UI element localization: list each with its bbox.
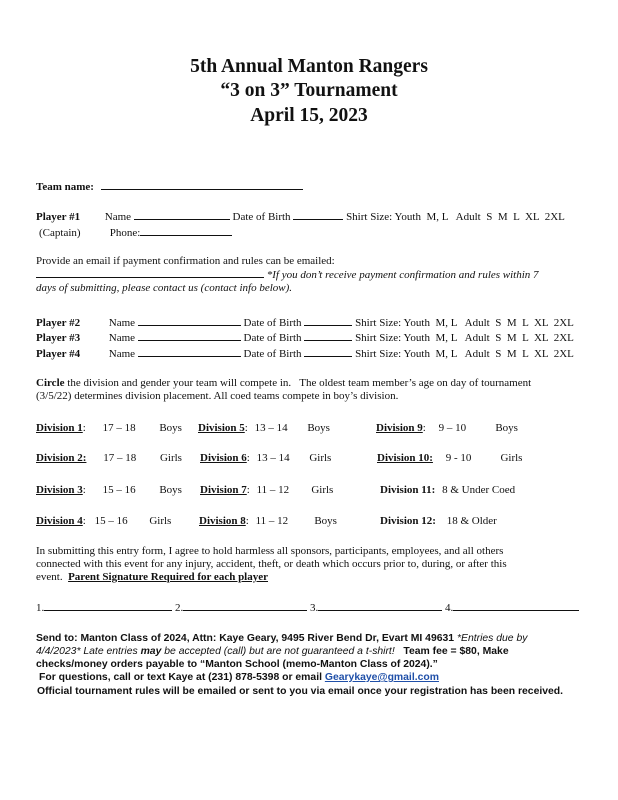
player-1-dob-field[interactable] <box>293 210 343 220</box>
player-2-shirt-size[interactable]: Shirt Size: Youth M, L Adult S M L XL 2XL <box>355 317 574 329</box>
phone-field[interactable] <box>140 226 232 236</box>
circle-word: Circle <box>36 377 65 389</box>
division-3-ages: 15 – 16 <box>102 484 136 496</box>
team-name-field[interactable] <box>101 180 303 190</box>
signature-2-field[interactable] <box>183 601 307 611</box>
division-12-label: Division 12: <box>380 515 436 527</box>
division-5[interactable]: Division 5: 13 – 14 Boys <box>198 422 330 434</box>
division-1-ages: 17 – 18 <box>102 422 136 434</box>
waiver-text <box>36 545 596 584</box>
division-3[interactable]: Division 3: 15 – 16 Boys <box>36 484 182 496</box>
division-1-gender: Boys <box>159 422 182 434</box>
questions-row <box>39 672 439 683</box>
signature-1-label: 1. <box>36 602 45 614</box>
payable-note: checks/money orders payable to “Manton School (memo-Manton Class of 2024).” <box>36 659 438 670</box>
player-3-name-field[interactable] <box>138 331 241 341</box>
team-name-label: Team name: <box>36 181 94 193</box>
division-7-label: Division 7 <box>200 484 247 496</box>
division-8-label: Division 8 <box>199 515 246 527</box>
division-6-gender: Girls <box>309 452 332 464</box>
division-5-ages: 13 – 14 <box>254 422 288 434</box>
player-4-name-field[interactable] <box>138 347 241 357</box>
division-9[interactable]: Division 9: 9 – 10 Boys <box>376 422 518 434</box>
division-10-gender: Girls <box>500 452 523 464</box>
email-note-cont: days of submitting, please contact us (contact info below). <box>36 282 293 294</box>
division-4-ages: 15 – 16 <box>94 515 128 527</box>
player-2-name-label: Name <box>108 317 136 329</box>
team-name-row <box>36 180 303 193</box>
team-fee: Team fee = $80, Make <box>394 646 509 657</box>
player-2-row <box>36 316 574 329</box>
captain-label: (Captain) <box>39 227 81 239</box>
player-2-dob-field[interactable] <box>304 316 352 326</box>
player-2-dob-label: Date of Birth <box>243 317 302 329</box>
player-1-dob-label: Date of Birth <box>232 211 291 223</box>
division-9-ages: 9 – 10 <box>438 422 467 434</box>
division-2-gender: Girls <box>159 452 182 464</box>
player-2-label: Player #2 <box>36 317 81 329</box>
rules-note: Official tournament rules will be emailed or sent to you via email once your registration has been received. <box>37 686 564 697</box>
send-to-block <box>36 632 596 671</box>
email-section <box>36 255 596 295</box>
division-8-ages: 11 – 12 <box>255 515 289 527</box>
division-10[interactable] <box>377 452 522 464</box>
division-6-label: Division 6 <box>200 452 247 464</box>
player-1-name-label: Name <box>104 211 132 223</box>
signature-lines <box>36 601 579 614</box>
division-7-ages: 11 – 12 <box>256 484 290 496</box>
division-8[interactable]: Division 8: 11 – 12 Boys <box>199 515 337 527</box>
division-5-gender: Boys <box>307 422 330 434</box>
send-to-address: Send to: Manton Class of 2024, Attn: Kaye Geary, 9495 River Bend Dr, Evart MI 49631 <box>36 633 457 644</box>
division-2-label: Division 2: <box>36 452 87 464</box>
division-3-gender: Boys <box>159 484 182 496</box>
division-11-ages: 8 & Under Coed <box>442 484 516 496</box>
division-12-ages: 18 & Older <box>446 515 497 527</box>
late-entries-note: be accepted (call) but are not guaranteed a t-shirt! <box>161 646 395 657</box>
signature-required-note: Parent Signature Required for each player <box>68 571 269 583</box>
division-instructions <box>36 377 596 403</box>
entries-due-date: 4/4/2023* Late entries <box>36 646 141 657</box>
division-12[interactable] <box>380 515 497 527</box>
division-8-gender: Boys <box>314 515 337 527</box>
division-9-gender: Boys <box>495 422 518 434</box>
signature-3-field[interactable] <box>318 601 442 611</box>
division-11[interactable] <box>380 484 515 496</box>
player-3-label: Player #3 <box>36 332 81 344</box>
division-4-label: Division 4 <box>36 515 83 527</box>
player-3-shirt-size[interactable]: Shirt Size: Youth M, L Adult S M L XL 2XL <box>355 332 574 344</box>
signature-1-field[interactable] <box>44 601 172 611</box>
division-3-label: Division 3 <box>36 484 83 496</box>
division-4[interactable]: Division 4: 15 – 16 Girls <box>36 515 172 527</box>
email-note: *If you don’t receive payment confirmation and rules within 7 <box>266 269 539 281</box>
division-6[interactable]: Division 6: 13 – 14 Girls <box>200 452 332 464</box>
signature-2-label: 2. <box>175 602 184 614</box>
division-7-gender: Girls <box>311 484 334 496</box>
player-1-label: Player #1 <box>36 211 81 223</box>
division-7[interactable]: Division 7: 11 – 12 Girls <box>200 484 334 496</box>
player-2-name-field[interactable] <box>138 316 241 326</box>
player-3-dob-label: Date of Birth <box>243 332 302 344</box>
waiver-line-1: In submitting this entry form, I agree to hold harmless all sponsors, participants, employees, and all others <box>36 545 504 557</box>
email-prompt: Provide an email if payment confirmation and rules can be emailed: <box>36 255 335 267</box>
player-1-shirt-size[interactable]: Shirt Size: Youth M, L Adult S M L XL 2XL <box>346 211 565 223</box>
questions-text: For questions, call or text Kaye at (231) 878-5398 or email <box>39 672 325 683</box>
email-link[interactable]: Gearykaye@gmail.com <box>324 672 439 683</box>
player-4-dob-field[interactable] <box>304 347 352 357</box>
division-5-label: Division 5 <box>198 422 245 434</box>
instructions-line-1: the division and gender your team will compete in. The oldest team member’s age on day of tournament <box>64 377 532 389</box>
division-2-ages: 17 – 18 <box>103 452 137 464</box>
player-1-name-field[interactable] <box>134 210 230 220</box>
title-line-3: April 15, 2023 <box>250 105 368 126</box>
player-3-dob-field[interactable] <box>304 331 352 341</box>
signature-4-field[interactable] <box>453 601 579 611</box>
division-9-label: Division 9 <box>376 422 423 434</box>
player-4-shirt-size[interactable]: Shirt Size: Youth M, L Adult S M L XL 2XL <box>355 348 574 360</box>
waiver-line-3: event. <box>36 571 69 583</box>
player-3-name-label: Name <box>108 332 136 344</box>
email-field[interactable] <box>36 268 264 278</box>
division-10-ages: 9 - 10 <box>445 452 472 464</box>
may-word: may <box>140 646 162 657</box>
player-4-label: Player #4 <box>36 348 81 360</box>
division-1-label: Division 1 <box>36 422 83 434</box>
title-line-2: “3 on 3” Tournament <box>220 80 398 101</box>
phone-label: Phone: <box>109 227 141 239</box>
division-11-label: Division 11: <box>380 484 436 496</box>
player-4-dob-label: Date of Birth <box>243 348 302 360</box>
player-1-row <box>36 210 565 223</box>
player-3-row <box>36 331 574 344</box>
division-6-ages: 13 – 14 <box>256 452 290 464</box>
player-1-phone-row <box>39 226 232 239</box>
division-1[interactable]: Division 1: 17 – 18 Boys <box>36 422 182 434</box>
signature-3-label: 3. <box>310 602 319 614</box>
waiver-line-2: connected with this event for any injury, accident, theft, or death which occurs prior to, during, or after this <box>36 558 507 570</box>
entries-due: *Entries due by <box>456 633 528 644</box>
instructions-line-2: (3/5/22) determines division placement. All coed teams compete in boy’s division. <box>36 390 399 402</box>
signature-4-label: 4. <box>445 602 454 614</box>
player-4-name-label: Name <box>108 348 136 360</box>
division-10-label: Division 10: <box>377 452 433 464</box>
title-line-1: 5th Annual Manton Rangers <box>190 56 428 77</box>
player-4-row <box>36 347 574 360</box>
division-2[interactable] <box>36 452 182 464</box>
division-4-gender: Girls <box>149 515 172 527</box>
